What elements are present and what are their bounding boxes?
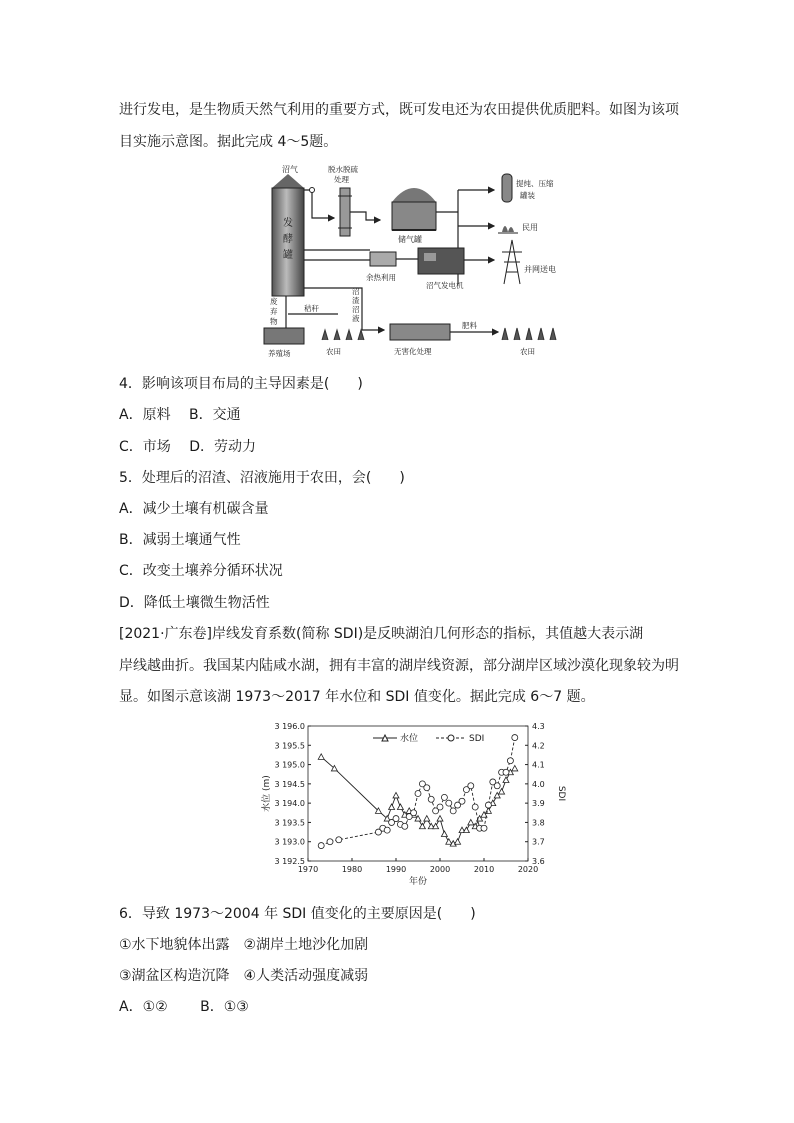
sdi-point bbox=[415, 791, 421, 797]
sdi-point bbox=[503, 769, 509, 775]
x-tick-label: 2000 bbox=[429, 865, 451, 874]
water-level-point bbox=[455, 839, 461, 845]
passage-line-2: 岸线越曲折。我国某内陆咸水湖，拥有丰富的湖岸线资源，部分湖岸区域沙漠化现象较为明 bbox=[119, 658, 679, 674]
legend-circle-marker bbox=[448, 735, 454, 741]
sdi-point bbox=[437, 804, 443, 810]
water-level-point bbox=[503, 777, 509, 783]
y-right-tick-label: 4.0 bbox=[532, 779, 545, 789]
water-level-point bbox=[393, 792, 399, 798]
straw-label: 秸秆 bbox=[304, 304, 319, 313]
purify-label: 罐装 bbox=[520, 191, 535, 200]
sdi-point bbox=[327, 839, 333, 845]
q5-option-d: D．降低土壤微生物活性 bbox=[119, 595, 270, 611]
q6-options-12: ①水下地貌体出露 ②湖岸土地沙化加剧 bbox=[119, 937, 369, 953]
water-level-point bbox=[318, 754, 324, 760]
y-left-tick-label: 3 193.0 bbox=[274, 837, 305, 847]
q6-options-34: ③湖盆区构造沉降 ④人类活动强度减弱 bbox=[119, 968, 369, 984]
civil-use-label: 民用 bbox=[522, 223, 538, 232]
water-level-point bbox=[419, 823, 425, 829]
water-level-point bbox=[441, 831, 447, 837]
biogas-project-diagram bbox=[258, 160, 560, 360]
biogas-label: 沼气 bbox=[282, 165, 298, 174]
q4-options-ab: A．原料 B．交通 bbox=[119, 407, 241, 423]
y-left-tick-label: 3 196.0 bbox=[274, 722, 305, 731]
y-left-tick-label: 3 194.5 bbox=[274, 779, 305, 789]
passage-line-1: [2021·广东卷]岸线发育系数(简称 SDI)是反映湖泊几何形态的指标，其值越大表示湖 bbox=[119, 626, 644, 642]
y-right-tick-label: 4.3 bbox=[532, 722, 545, 731]
y-left-tick-label: 3 192.5 bbox=[274, 857, 305, 866]
legend-label: 水位 bbox=[400, 734, 419, 744]
y-right-tick-label: 3.7 bbox=[532, 837, 545, 847]
y-axis-right-label: SDI bbox=[556, 785, 566, 802]
q5-option-b: B．减弱土壤通气性 bbox=[119, 532, 241, 548]
water-level-point bbox=[468, 819, 474, 825]
sdi-point bbox=[428, 796, 434, 802]
water-level-point bbox=[512, 765, 518, 771]
flame-icon bbox=[498, 226, 518, 233]
x-tick-label: 2020 bbox=[517, 865, 539, 874]
sdi-point bbox=[450, 808, 456, 814]
storage-tank-label: 储气罐 bbox=[398, 235, 422, 244]
power-pylon-icon bbox=[502, 240, 522, 284]
q4-stem: 4．影响该项目布局的主导因素是( ) bbox=[119, 376, 363, 392]
waste-char: 弃 bbox=[270, 307, 278, 316]
x-tick-label: 1970 bbox=[297, 865, 319, 874]
sdi-point bbox=[512, 735, 518, 741]
water-level-sdi-chart bbox=[258, 716, 568, 888]
legend bbox=[373, 732, 484, 744]
intro-line-1: 进行发电，是生物质天然气利用的重要方式，既可发电还为农田提供优质肥料。如图为该项 bbox=[119, 102, 679, 118]
farm-building-icon bbox=[264, 328, 304, 344]
x-tick-label: 1980 bbox=[341, 865, 363, 874]
harmless-label: 无害化处理 bbox=[394, 347, 432, 356]
field-left-label: 农田 bbox=[326, 347, 341, 356]
sdi-point bbox=[481, 825, 487, 831]
x-tick-label: 1990 bbox=[385, 865, 407, 874]
storage-tank bbox=[392, 188, 436, 230]
y-left-tick-label: 3 195.5 bbox=[274, 741, 305, 751]
y-left-tick-label: 3 195.0 bbox=[274, 760, 305, 770]
farm-label: 养殖场 bbox=[268, 349, 291, 358]
q5-option-c: C．改变土壤养分循环状况 bbox=[119, 563, 283, 579]
fermentation-tank bbox=[272, 174, 304, 296]
y-right-tick-label: 4.1 bbox=[532, 760, 545, 770]
q5-stem: 5．处理后的沼渣、沼液施用于农田，会( ) bbox=[119, 470, 405, 486]
sdi-point bbox=[318, 843, 324, 849]
y-right-tick-label: 3.6 bbox=[532, 857, 545, 866]
waste-char: 物 bbox=[270, 317, 278, 326]
desulfur-column bbox=[340, 188, 350, 236]
sdi-point bbox=[468, 783, 474, 789]
residue-char: 沼 bbox=[352, 287, 360, 296]
crop-icon bbox=[502, 328, 556, 340]
ferment-char: 发 bbox=[283, 218, 293, 229]
y-axis-left-label: 水位 (m) bbox=[262, 775, 272, 812]
ferment-char: 罐 bbox=[283, 250, 293, 261]
grid-label: 并网送电 bbox=[524, 265, 556, 274]
sdi-point bbox=[411, 810, 417, 816]
x-tick-label: 2010 bbox=[473, 865, 495, 874]
legend-label: SDI bbox=[469, 734, 485, 744]
gas-cylinder bbox=[502, 174, 512, 202]
sdi-point bbox=[424, 785, 430, 791]
field-right-label: 农田 bbox=[520, 347, 535, 356]
generator-label: 沼气发电机 bbox=[426, 281, 464, 290]
liquid-char: 沼 bbox=[352, 305, 360, 314]
x-axis-label: 年份 bbox=[408, 877, 428, 887]
sdi-point bbox=[459, 798, 465, 804]
crop-icon bbox=[322, 330, 364, 340]
ferment-char: 酵 bbox=[283, 234, 293, 245]
waste-heat-label: 余热利用 bbox=[366, 273, 396, 282]
q4-options-cd: C．市场 D．劳动力 bbox=[119, 439, 257, 455]
water-level-point bbox=[446, 839, 452, 845]
sdi-point bbox=[402, 823, 408, 829]
residue-char: 渣 bbox=[352, 296, 360, 305]
water-level-point bbox=[437, 816, 443, 822]
purify-label: 提纯、压缩 bbox=[516, 179, 554, 188]
sdi-point bbox=[494, 783, 500, 789]
y-right-tick-label: 3.8 bbox=[532, 818, 545, 828]
sdi-point bbox=[507, 758, 513, 764]
sdi-point bbox=[384, 827, 390, 833]
sdi-point bbox=[441, 794, 447, 800]
treatment-pool bbox=[390, 324, 450, 340]
water-level-point bbox=[424, 816, 430, 822]
intro-line-2: 目实施示意图。据此完成 4～5题。 bbox=[119, 134, 338, 150]
waste-char: 废 bbox=[270, 297, 278, 306]
sdi-point bbox=[393, 816, 399, 822]
water-level-point bbox=[485, 808, 491, 814]
sdi-point bbox=[446, 800, 452, 806]
passage-line-3: 显。如图示意该湖 1973～2017 年水位和 SDI 值变化。据此完成 6～7 题。 bbox=[119, 689, 595, 705]
y-right-tick-label: 3.9 bbox=[532, 799, 545, 809]
water-level-point bbox=[499, 789, 505, 795]
liquid-char: 液 bbox=[352, 314, 360, 323]
q6-stem: 6．导致 1973～2004 年 SDI 值变化的主要原因是( ) bbox=[119, 906, 476, 922]
sdi-point bbox=[472, 804, 478, 810]
q5-option-a: A．减少土壤有机碳含量 bbox=[119, 501, 269, 517]
q6-options-ab: A．①② B．①③ bbox=[119, 999, 249, 1015]
water-level-point bbox=[389, 804, 395, 810]
sdi-point bbox=[485, 802, 491, 808]
fertilizer-label: 肥料 bbox=[462, 321, 477, 330]
sdi-point bbox=[336, 837, 342, 843]
heat-exchanger bbox=[370, 252, 396, 266]
y-left-tick-label: 3 194.0 bbox=[274, 799, 305, 809]
desulfur-label: 处理 bbox=[334, 175, 349, 184]
desulfur-label: 脱水脱硫 bbox=[328, 165, 358, 174]
y-left-tick-label: 3 193.5 bbox=[274, 818, 305, 828]
water-level-point bbox=[397, 804, 403, 810]
y-right-tick-label: 4.2 bbox=[532, 741, 545, 751]
